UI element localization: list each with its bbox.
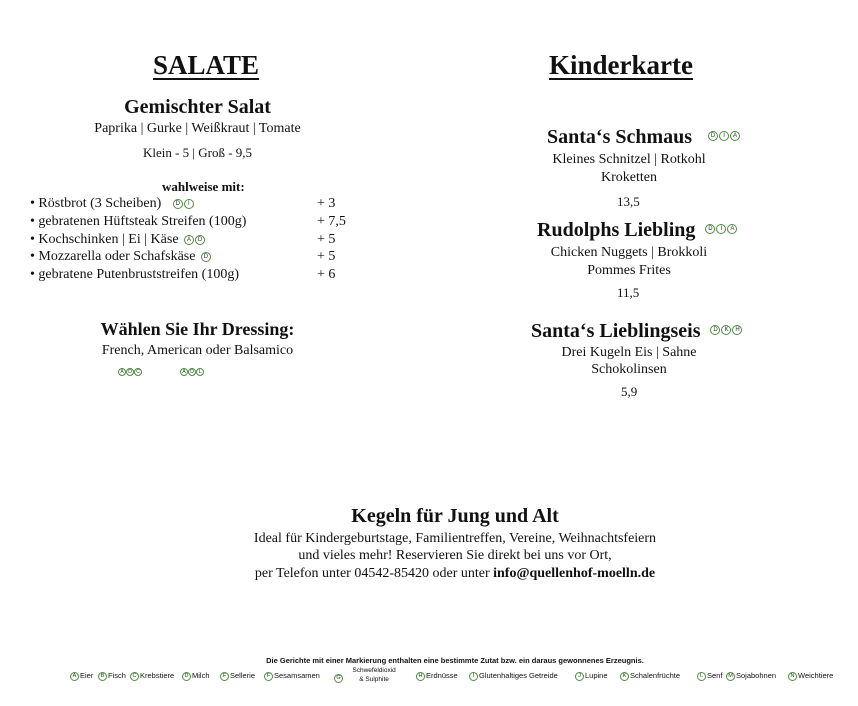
allergen-badge: F: [220, 672, 229, 681]
bullet: •: [30, 267, 35, 282]
allergen-note: Die Gerichte mit einer Markierung enthalten eine bestimmte Zutat bzw. ein daraus gewonnenes Erzeugnis.: [266, 656, 644, 665]
dressing-options: French, American oder Balsamico: [101, 343, 294, 358]
kegeln-contact-text: per Telefon unter 04542-85420 oder unter: [254, 566, 490, 581]
legend-item: [416, 671, 458, 681]
allergen-badge: D: [188, 368, 196, 376]
allergen-badges: [710, 321, 743, 339]
dressing-allergens-right: [180, 363, 204, 381]
legend-label: Fisch: [108, 671, 126, 680]
legend-item: [575, 671, 608, 681]
allergen-badge: D: [182, 672, 191, 681]
dressing-block: [60, 319, 335, 340]
kids-dish-1-header: [547, 126, 741, 149]
legend-item: [98, 671, 126, 681]
kegeln-line3: [150, 566, 760, 582]
kids-dish-2-header: [537, 219, 738, 242]
allergen-badge: D: [705, 224, 715, 234]
allergen-badge: F: [264, 672, 273, 681]
legend-item: [70, 671, 93, 681]
kids-dish-price: 13,5: [617, 194, 640, 209]
allergen-badge: H: [416, 672, 425, 681]
extra-name: Mozzarella oder Schafskäse: [38, 249, 196, 264]
salad-dish-name: Gemischter Salat: [124, 96, 271, 118]
legend-item: [220, 671, 255, 681]
legend-label: Krebstiere: [140, 671, 175, 680]
extras-heading: wahlweise mit:: [162, 179, 245, 194]
extra-name: Kochschinken | Ei | Käse: [38, 232, 179, 247]
allergen-badge: C: [134, 368, 142, 376]
legend-item: [334, 666, 398, 684]
legend-label: Eier: [80, 671, 94, 680]
bullet: •: [30, 249, 35, 264]
allergen-badge: B: [98, 672, 107, 681]
extra-price: + 5: [317, 249, 336, 264]
allergen-badge: A: [70, 672, 79, 681]
kids-dish-name: Rudolphs Liebling: [537, 219, 696, 241]
kids-dish-line1: Drei Kugeln Eis | Sahne: [561, 345, 697, 360]
bullet: •: [30, 232, 35, 247]
allergen-badge: L: [196, 368, 204, 376]
extra-price: + 3: [317, 196, 336, 211]
allergen-badges: [184, 232, 206, 248]
legend-label: Sellerie: [230, 671, 256, 680]
allergen-badge: L: [697, 672, 706, 681]
allergen-badge: M: [726, 672, 735, 681]
legend-item: [469, 671, 558, 681]
allergen-badge: I: [719, 131, 729, 141]
allergen-badge: A: [727, 224, 737, 234]
extra-price: + 6: [317, 267, 336, 282]
legend-item: [182, 671, 210, 681]
extra-item: [30, 196, 370, 214]
legend-item: [697, 671, 722, 681]
extra-name: gebratenen Hüftsteak Streifen (100g): [38, 214, 247, 229]
allergen-badge: A: [118, 368, 126, 376]
legend-item: [264, 671, 320, 681]
bullet: •: [30, 214, 35, 229]
extra-name: gebratene Putenbruststreifen (100g): [38, 267, 240, 282]
salad-ingredients: Paprika | Gurke | Weißkraut | Tomate: [94, 121, 301, 136]
email-link[interactable]: info@quellenhof-moelln.de: [493, 566, 656, 581]
allergen-badge: D: [126, 368, 134, 376]
legend-label: Schalenfrüchte: [630, 671, 681, 680]
legend-label: Erdnüsse: [426, 671, 458, 680]
kegeln-block: [200, 505, 710, 528]
kids-dish-line1: Kleines Schnitzel | Rotkohl: [552, 152, 706, 167]
bullet: •: [30, 196, 35, 211]
allergen-badge: D: [708, 131, 718, 141]
extra-item: [30, 232, 370, 250]
allergen-badge: D: [195, 235, 205, 245]
salate-title: SALATE: [153, 50, 260, 80]
allergen-badge: J: [575, 672, 584, 681]
kegeln-line2: und vieles mehr! Reservieren Sie direkt bei uns vor Ort,: [298, 548, 612, 563]
legend-item: [788, 671, 833, 681]
allergen-badges: [173, 196, 195, 212]
allergen-badge: A: [730, 131, 740, 141]
kids-dish-line1: Chicken Nuggets | Brokkoli: [550, 245, 708, 260]
salad-prices: Klein - 5 | Groß - 9,5: [142, 145, 253, 160]
extra-price: + 7,5: [317, 214, 346, 229]
allergen-badges: [201, 249, 212, 265]
extra-item: [30, 249, 370, 267]
kids-dish-name: Santa‘s Lieblingseis: [531, 320, 701, 342]
legend-label: Senf: [707, 671, 723, 680]
allergen-badge: D: [710, 325, 720, 335]
legend-label: Schwefeldioxid & Sulphite: [352, 667, 396, 683]
dressing-allergens-left: [118, 363, 142, 381]
kegeln-line1: Ideal für Kindergeburtstage, Familientreffen, Vereine, Weihnachtsfeiern: [253, 531, 657, 546]
allergen-badge: N: [788, 672, 797, 681]
extra-price: + 5: [317, 232, 336, 247]
allergen-badge: K: [620, 672, 629, 681]
allergen-badge: C: [130, 672, 139, 681]
allergen-badge: I: [716, 224, 726, 234]
dressing-title: Wählen Sie Ihr Dressing:: [100, 319, 295, 339]
legend-label: Sojabohnen: [736, 671, 777, 680]
legend-label: Milch: [192, 671, 210, 680]
kids-dish-line2: Pommes Frites: [587, 263, 671, 278]
kids-dish-3-header: [531, 320, 743, 343]
kids-dish-name: Santa‘s Schmaus: [547, 126, 693, 148]
legend-label: Glutenhaltiges Getreide: [479, 671, 558, 680]
allergen-badge: K: [721, 325, 731, 335]
legend-label: Weichtiere: [798, 671, 834, 680]
legend-item: [130, 671, 174, 681]
extra-name: Röstbrot (3 Scheiben): [38, 196, 162, 211]
extra-item: [30, 267, 370, 285]
legend-item: [726, 671, 776, 681]
legend-item: [620, 671, 680, 681]
allergen-badges: [708, 127, 741, 145]
legend-label: Lupine: [585, 671, 608, 680]
kinderkarte-title: Kinderkarte: [549, 50, 693, 80]
salad-dish: [60, 96, 335, 119]
allergen-badge: D: [173, 199, 183, 209]
allergen-badge: G: [334, 674, 343, 683]
allergen-badge: D: [201, 252, 211, 262]
kids-dish-line2: Kroketten: [601, 170, 657, 185]
allergen-badge: A: [180, 368, 188, 376]
allergen-badge: I: [184, 199, 194, 209]
allergen-badge: H: [732, 325, 742, 335]
kids-dish-line2: Schokolinsen: [591, 362, 667, 377]
legend-label: Sesamsamen: [274, 671, 320, 680]
allergen-badge: A: [184, 235, 194, 245]
kegeln-title: Kegeln für Jung und Alt: [351, 505, 559, 527]
kids-dish-price: 5,9: [621, 384, 638, 399]
allergen-badges: [705, 220, 738, 238]
allergen-badge: I: [469, 672, 478, 681]
kids-dish-price: 11,5: [617, 285, 640, 300]
extra-item: [30, 214, 370, 232]
